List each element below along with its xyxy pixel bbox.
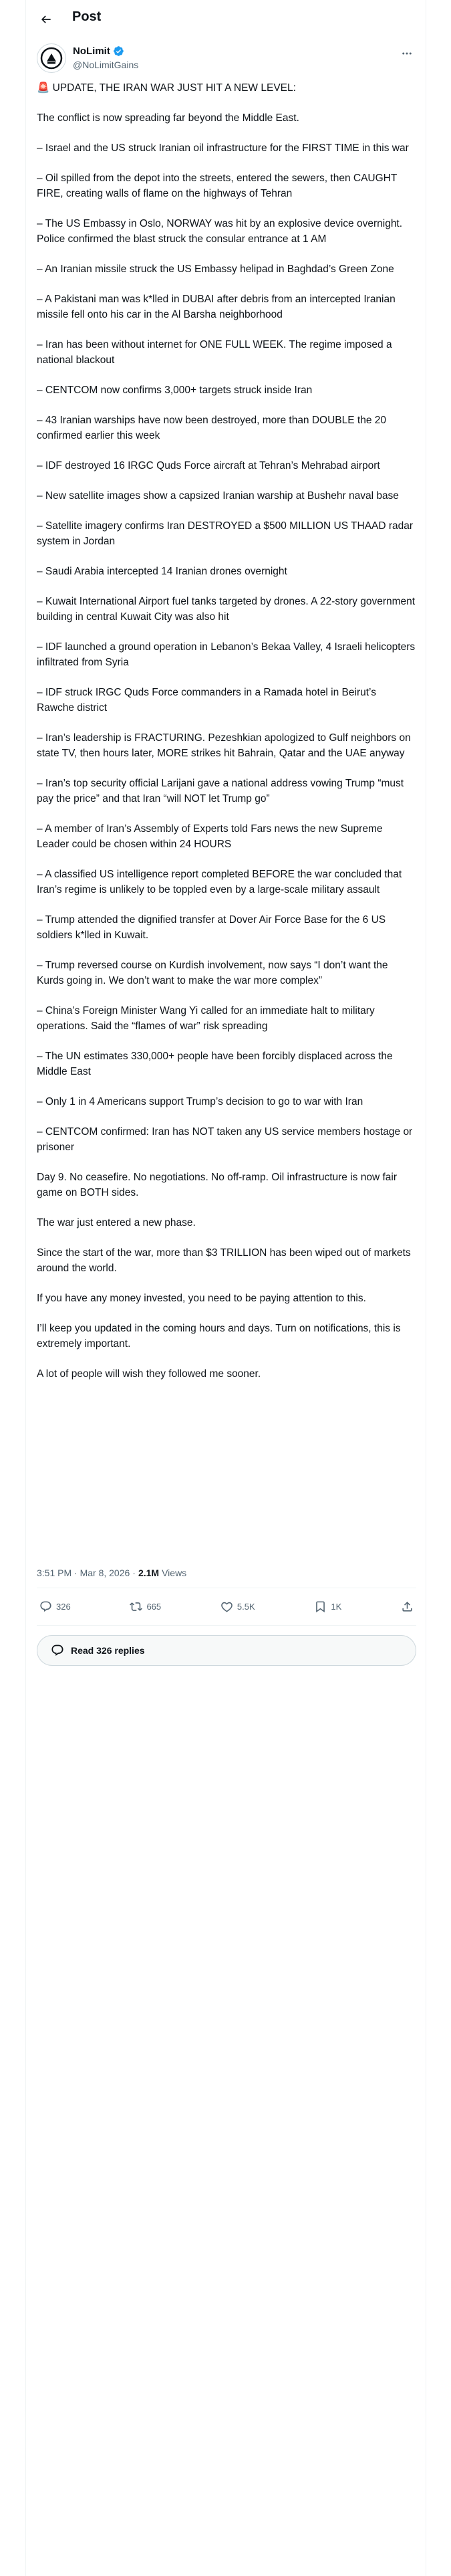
post-paragraph: – 43 Iranian warships have now been destroyed, more than DOUBLE the 20 confirmed earlier this week xyxy=(37,415,387,441)
reply-icon xyxy=(39,1600,52,1613)
post-paragraph: – Trump attended the dignified transfer at Dover Air Force Base for the 6 US soldiers k*lled in Kuwait. xyxy=(37,914,386,941)
post-paragraph: – Israel and the US struck Iranian oil infrastructure for the FIRST TIME in this war xyxy=(37,142,409,154)
bookmark-icon xyxy=(314,1600,327,1613)
post-paragraph: – IDF launched a ground operation in Lebanon’s Bekaa Valley, 4 Israeli helicopters infiltrated from Syria xyxy=(37,641,416,668)
author-handle[interactable]: @NoLimitGains xyxy=(73,60,139,70)
post-paragraph: A lot of people will wish they followed me sooner. xyxy=(37,1368,261,1380)
post-paragraph: – An Iranian missile struck the US Embassy helipad in Baghdad’s Green Zone xyxy=(37,263,394,275)
arrow-left-icon xyxy=(39,13,53,26)
post-text xyxy=(37,80,416,1396)
post-paragraph: – Only 1 in 4 Americans support Trump’s decision to go to war with Iran xyxy=(37,1096,363,1107)
post-paragraph: – Satellite imagery confirms Iran DESTROYED a $500 MILLION US THAAD radar system in Jordan xyxy=(37,520,414,547)
logo-icon xyxy=(40,47,63,70)
read-replies-button[interactable] xyxy=(37,1635,416,1666)
divider xyxy=(37,1625,416,1626)
verified-badge-icon xyxy=(113,45,124,57)
back-button[interactable] xyxy=(35,9,57,30)
top-bar xyxy=(26,0,427,39)
post-paragraph: The conflict is now spreading far beyond the Middle East. xyxy=(37,112,299,124)
reply-bubble-icon xyxy=(51,1644,64,1657)
read-replies-label: Read 326 replies xyxy=(71,1645,145,1656)
share-icon xyxy=(401,1600,414,1613)
like-count: 5.5K xyxy=(237,1601,255,1612)
post-paragraph: – IDF struck IRGC Quds Force commanders in a Ramada hotel in Beirut’s Rawche district xyxy=(37,687,376,714)
reply-count: 326 xyxy=(56,1601,71,1612)
post-page xyxy=(25,0,426,2576)
post-paragraph: Since the start of the war, more than $3 TRILLION has been wiped out of markets around the world. xyxy=(37,1247,411,1274)
post-paragraph: – Saudi Arabia intercepted 14 Iranian drones overnight xyxy=(37,566,287,577)
views-label: Views xyxy=(162,1568,187,1578)
post-paragraph: Day 9. No ceasefire. No negotiations. No off-ramp. Oil infrastructure is now fair game on BOTH sides. xyxy=(37,1172,397,1198)
post-paragraph: – Iran’s top security official Larijani gave a national address vowing Trump “must pay the price” and that Iran “will NOT let Trump go” xyxy=(37,778,404,804)
bookmark-button[interactable] xyxy=(311,1600,344,1613)
page-title: Post xyxy=(72,9,102,24)
action-bar xyxy=(37,1590,416,1622)
post-paragraph: – China’s Foreign Minister Wang Yi called for an immediate halt to military operations. Said the “flames of war” risk spreading xyxy=(37,1005,375,1032)
post-paragraph: – CENTCOM now confirms 3,000+ targets struck inside Iran xyxy=(37,385,313,396)
post-paragraph: – Kuwait International Airport fuel tanks targeted by drones. A 22-story government building in central Kuwait City was also hit xyxy=(37,596,416,623)
more-options-button[interactable] xyxy=(398,44,416,63)
post-paragraph: The war just entered a new phase. xyxy=(37,1217,196,1228)
avatar[interactable] xyxy=(37,43,66,73)
post-paragraph: – The US Embassy in Oslo, NORWAY was hit by an explosive device overnight. Police confirmed the blast struck the consular entrance at 1 AM xyxy=(37,218,403,245)
post-paragraph: I’ll keep you updated in the coming hours and days. Turn on notifications, this is extremely important. xyxy=(37,1323,401,1350)
post-paragraph: 🚨 UPDATE, THE IRAN WAR JUST HIT A NEW LEVEL: xyxy=(37,82,296,94)
post-paragraph: – New satellite images show a capsized Iranian warship at Bushehr naval base xyxy=(37,490,399,502)
repost-icon xyxy=(130,1600,142,1613)
repost-button[interactable] xyxy=(127,1600,164,1613)
timestamp[interactable]: 3:51 PM · Mar 8, 2026 xyxy=(37,1568,130,1578)
post-paragraph: – CENTCOM confirmed: Iran has NOT taken any US service members hostage or prisoner xyxy=(37,1126,413,1153)
post-paragraph: – The UN estimates 330,000+ people have been forcibly displaced across the Middle East xyxy=(37,1051,393,1077)
views-count: 2.1M xyxy=(138,1568,160,1578)
post-paragraph: If you have any money invested, you need to be paying attention to this. xyxy=(37,1293,366,1304)
repost-count: 665 xyxy=(146,1601,162,1612)
post-paragraph: – Trump reversed course on Kurdish involvement, now says “I don’t want the Kurds going in. We don’t want to make the war more complex” xyxy=(37,960,388,986)
more-dots-icon xyxy=(401,47,413,60)
share-button[interactable] xyxy=(398,1600,416,1613)
meta-separator: · xyxy=(132,1568,136,1578)
author-name[interactable]: NoLimit xyxy=(73,45,110,57)
post-paragraph: – Oil spilled from the depot into the streets, entered the sewers, then CAUGHT FIRE, creating walls of flame on the highways of Tehran xyxy=(37,173,398,199)
post-author xyxy=(37,41,416,74)
post-paragraph: – Iran’s leadership is FRACTURING. Pezeshkian apologized to Gulf neighbors on state TV, then hours later, MORE strikes hit Bahrain, Qatar and the UAE anyway xyxy=(37,732,411,759)
bookmark-count: 1K xyxy=(331,1601,342,1612)
post-meta xyxy=(37,1568,186,1578)
heart-icon xyxy=(220,1600,233,1613)
post-paragraph: – A Pakistani man was k*lled in DUBAI after debris from an intercepted Iranian missile fell onto his car in the Al Barsha neighborhood xyxy=(37,294,396,320)
post-paragraph: – A classified US intelligence report completed BEFORE the war concluded that Iran’s regime is unlikely to be toppled even by a large-scale military assault xyxy=(37,869,402,895)
like-button[interactable] xyxy=(218,1600,258,1613)
post-paragraph: – Iran has been without internet for ONE FULL WEEK. The regime imposed a national blackout xyxy=(37,339,392,366)
reply-button[interactable] xyxy=(37,1600,73,1613)
post-paragraph: – A member of Iran’s Assembly of Experts told Fars news the new Supreme Leader could be chosen within 24 HOURS xyxy=(37,823,383,850)
post-paragraph: – IDF destroyed 16 IRGC Quds Force aircraft at Tehran’s Mehrabad airport xyxy=(37,460,380,471)
